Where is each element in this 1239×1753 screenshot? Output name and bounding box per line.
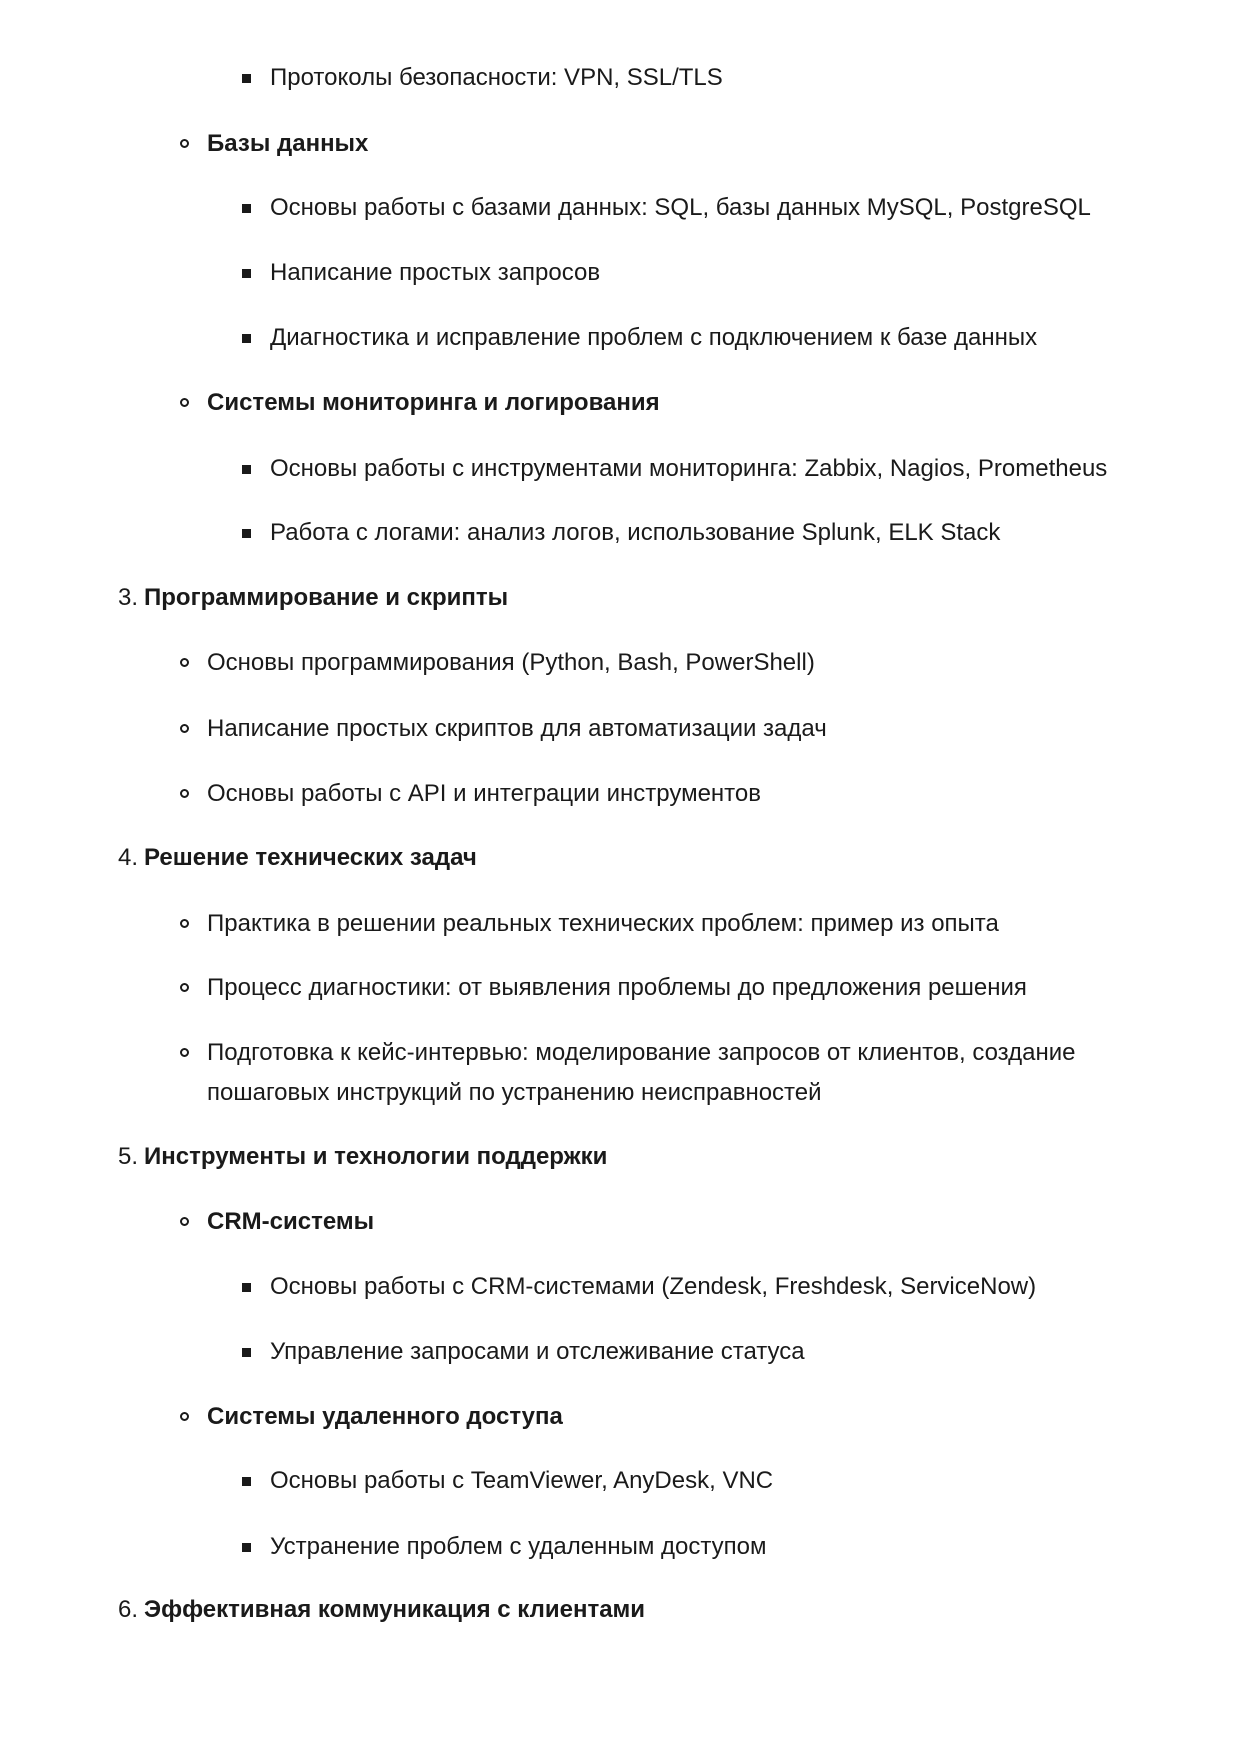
list-item-text: Практика в решении реальных технических проблем: пример из опыта [207, 910, 999, 937]
square-bullet-icon [242, 1348, 251, 1357]
section-title: Программирование и скрипты [144, 584, 509, 611]
list-item [270, 1332, 805, 1372]
list-item [270, 1527, 766, 1567]
list-item-text: Основы работы с базами данных: SQL, базы данных MySQL, PostgreSQL [270, 194, 1091, 221]
list-item-text: Устранение проблем с удаленным доступом [270, 1533, 767, 1560]
list-item [207, 904, 999, 944]
list-item [270, 253, 600, 293]
section-title: Инструменты и технологии поддержки [144, 1143, 608, 1170]
section-heading-5 [118, 1137, 607, 1177]
list-item-text: Основы работы с TeamViewer, AnyDesk, VNC [270, 1467, 774, 1494]
list-item [207, 968, 1027, 1008]
circle-bullet-icon [180, 658, 189, 667]
list-item-text: Написание простых скриптов для автоматизации задач [207, 715, 827, 742]
square-bullet-icon [242, 269, 251, 278]
list-item-text: Протоколы безопасности: VPN, SSL/TLS [270, 64, 723, 91]
list-item-text: Работа с логами: анализ логов, использование Splunk, ELK Stack [270, 519, 1001, 546]
subsection-heading-remote [207, 1397, 563, 1437]
list-item [270, 318, 1037, 358]
section-heading-6 [118, 1590, 645, 1630]
square-bullet-icon [242, 74, 251, 83]
square-bullet-icon [242, 1477, 251, 1486]
section-number: 6. [118, 1596, 139, 1623]
list-item [207, 643, 815, 683]
list-item-text: Основы программирования (Python, Bash, PowerShell) [207, 649, 815, 676]
list-item [270, 1267, 1036, 1307]
subsection-heading-databases [207, 124, 368, 164]
circle-bullet-icon [180, 724, 189, 733]
list-item [207, 1033, 1076, 1073]
list-item-text: Диагностика и исправление проблем с подключением к базе данных [270, 324, 1038, 351]
list-item [207, 774, 761, 814]
circle-bullet-icon [180, 1412, 189, 1421]
section-heading-4 [118, 838, 477, 878]
square-bullet-icon [242, 529, 251, 538]
square-bullet-icon [242, 204, 251, 213]
section-number: 5. [118, 1143, 139, 1170]
subsection-title: Системы удаленного доступа [207, 1403, 563, 1430]
subsection-title: Базы данных [207, 130, 369, 157]
list-item-text: Основы работы с инструментами мониторинга: Zabbix, Nagios, Prometheus [270, 455, 1108, 482]
list-item-text: Основы работы с API и интеграции инструментов [207, 780, 761, 807]
square-bullet-icon [242, 465, 251, 474]
list-item-continuation [207, 1073, 822, 1113]
list-item [207, 709, 827, 749]
list-item-text: Написание простых запросов [270, 259, 601, 286]
circle-bullet-icon [180, 983, 189, 992]
circle-bullet-icon [180, 1048, 189, 1057]
subsection-title: CRM-системы [207, 1208, 375, 1235]
section-heading-3 [118, 578, 508, 618]
square-bullet-icon [242, 334, 251, 343]
list-item-text: пошаговых инструкций по устранению неисправностей [207, 1079, 822, 1106]
list-item [270, 188, 1091, 228]
circle-bullet-icon [180, 789, 189, 798]
section-number: 4. [118, 844, 139, 871]
circle-bullet-icon [180, 398, 189, 407]
subsection-heading-crm [207, 1202, 374, 1242]
section-title: Эффективная коммуникация с клиентами [144, 1596, 646, 1623]
list-item-text: Управление запросами и отслеживание статуса [270, 1338, 805, 1365]
list-item-text: Подготовка к кейс-интервью: моделирование запросов от клиентов, создание [207, 1039, 1076, 1066]
list-item-text: Основы работы с CRM-системами (Zendesk, Freshdesk, ServiceNow) [270, 1273, 1037, 1300]
list-item [270, 513, 1000, 553]
circle-bullet-icon [180, 919, 189, 928]
circle-bullet-icon [180, 1217, 189, 1226]
list-item [270, 58, 723, 98]
list-item [270, 449, 1107, 489]
section-number: 3. [118, 584, 139, 611]
square-bullet-icon [242, 1543, 251, 1552]
square-bullet-icon [242, 1283, 251, 1292]
list-item [270, 1461, 773, 1501]
circle-bullet-icon [180, 139, 189, 148]
subsection-heading-monitoring [207, 383, 660, 423]
subsection-title: Системы мониторинга и логирования [207, 389, 660, 416]
section-title: Решение технических задач [144, 844, 477, 871]
list-item-text: Процесс диагностики: от выявления проблемы до предложения решения [207, 974, 1027, 1001]
